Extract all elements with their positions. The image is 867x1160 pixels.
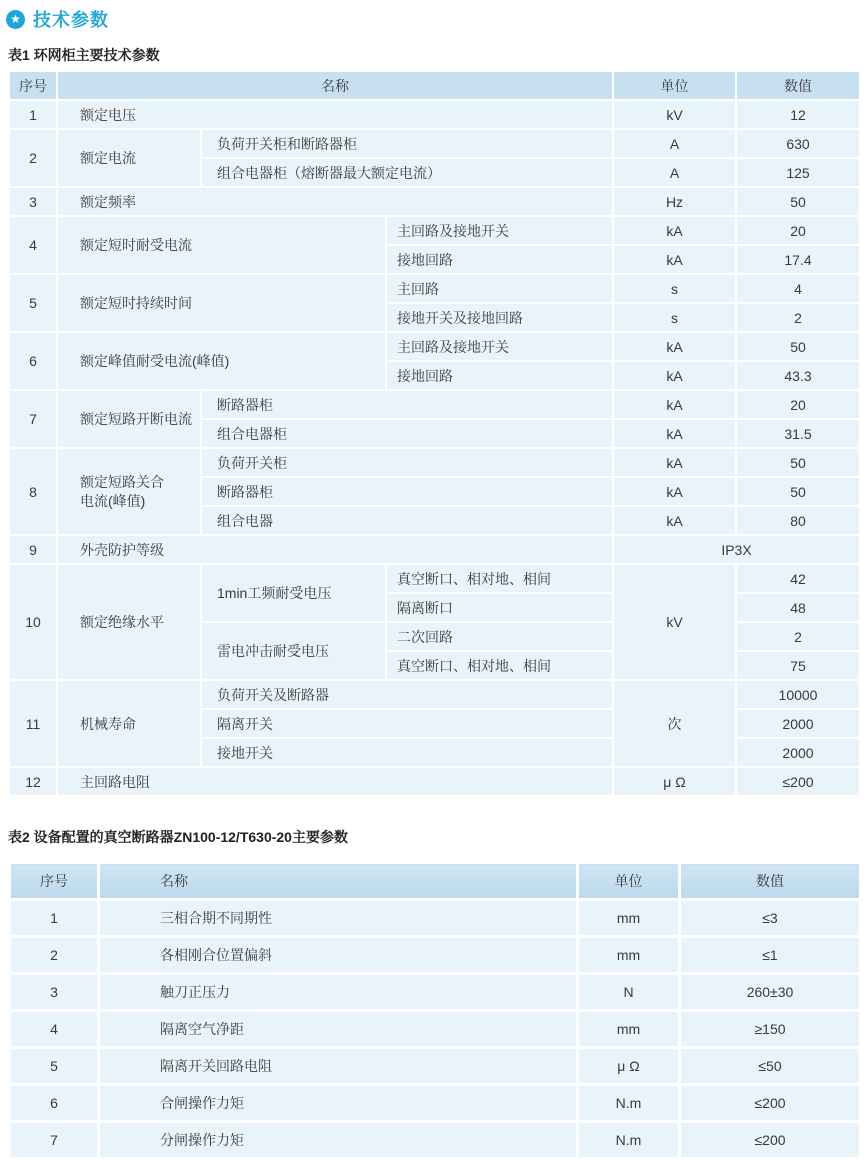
table-row — [10, 1085, 861, 1122]
param-unit: A — [613, 158, 736, 187]
param-value: 12 — [736, 100, 860, 129]
param-unit: kA — [613, 506, 736, 535]
col-header-no: 序号 — [9, 71, 57, 100]
param-unit: mm — [578, 1011, 680, 1048]
row-no: 2 — [10, 937, 99, 974]
table-row — [9, 274, 860, 303]
param-name: 隔离开关回路电阻 — [99, 1048, 578, 1085]
param-value: 4 — [736, 274, 860, 303]
row-no: 4 — [10, 1011, 99, 1048]
table1-header-row — [9, 71, 860, 100]
param-value: 50 — [736, 187, 860, 216]
param-condition: 接地回路 — [386, 361, 613, 390]
row-no: 6 — [10, 1085, 99, 1122]
param-subname: 负荷开关柜 — [201, 448, 613, 477]
param-unit: A — [613, 129, 736, 158]
param-value: 260±30 — [680, 974, 861, 1011]
row-no: 1 — [10, 900, 99, 937]
table-row — [9, 680, 860, 709]
param-value: 50 — [736, 332, 860, 361]
param-unit: N.m — [578, 1085, 680, 1122]
param-name: 合闸操作力矩 — [99, 1085, 578, 1122]
param-name: 主回路电阻 — [57, 767, 613, 796]
table1-caption: 表1 环网柜主要技术参数 — [8, 47, 160, 63]
param-value: 17.4 — [736, 245, 860, 274]
param-value: 2 — [736, 622, 860, 651]
row-no: 6 — [9, 332, 57, 390]
col-header-name: 名称 — [57, 71, 613, 100]
param-subname: 负荷开关柜和断路器柜 — [201, 129, 613, 158]
table-row — [9, 100, 860, 129]
param-subname: 组合电器柜（熔断器最大额定电流） — [201, 158, 613, 187]
param-unit: mm — [578, 900, 680, 937]
col-header-no: 序号 — [10, 863, 99, 900]
param-name: 额定峰值耐受电流(峰值) — [57, 332, 386, 390]
row-no: 10 — [9, 564, 57, 680]
param-unit: kA — [613, 419, 736, 448]
param-name: 外壳防护等级 — [57, 535, 613, 564]
param-value: ≥150 — [680, 1011, 861, 1048]
param-value: 20 — [736, 390, 860, 419]
param-name: 额定绝缘水平 — [57, 564, 201, 680]
param-name: 触刀正压力 — [99, 974, 578, 1011]
param-value: 2000 — [736, 709, 860, 738]
param-unit: kA — [613, 448, 736, 477]
param-unit: kA — [613, 332, 736, 361]
param-unit: s — [613, 274, 736, 303]
param-condition: 接地开关及接地回路 — [386, 303, 613, 332]
param-unit: kV — [613, 564, 736, 680]
param-name: 额定短时耐受电流 — [57, 216, 386, 274]
param-subname: 隔离开关 — [201, 709, 613, 738]
table2-header-row — [10, 863, 861, 900]
param-value: ≤3 — [680, 900, 861, 937]
col-header-name: 名称 — [99, 863, 578, 900]
param-value: 43.3 — [736, 361, 860, 390]
param-condition: 真空断口、相对地、相间 — [386, 651, 613, 680]
section-header — [6, 6, 867, 32]
param-name: 分闸操作力矩 — [99, 1122, 578, 1159]
table-row — [9, 187, 860, 216]
param-unit: kV — [613, 100, 736, 129]
param-unit: kA — [613, 477, 736, 506]
col-header-value: 数值 — [736, 71, 860, 100]
col-header-unit: 单位 — [613, 71, 736, 100]
table-row — [9, 216, 860, 245]
param-subname: 负荷开关及断路器 — [201, 680, 613, 709]
table-row — [10, 937, 861, 974]
table2-caption: 表2 设备配置的真空断路器ZN100-12/T630-20主要参数 — [8, 829, 348, 845]
col-header-value: 数值 — [680, 863, 861, 900]
param-value: 2 — [736, 303, 860, 332]
row-no: 1 — [9, 100, 57, 129]
param-name: 额定短路关合电流(峰值) — [57, 448, 201, 535]
param-value: 50 — [736, 448, 860, 477]
param-value: 2000 — [736, 738, 860, 767]
param-condition: 主回路及接地开关 — [386, 216, 613, 245]
param-condition: 接地回路 — [386, 245, 613, 274]
param-name: 隔离空气净距 — [99, 1011, 578, 1048]
table-row — [10, 1011, 861, 1048]
row-no: 2 — [9, 129, 57, 187]
param-unit: 次 — [613, 680, 736, 767]
param-value: 10000 — [736, 680, 860, 709]
param-subname: 接地开关 — [201, 738, 613, 767]
table-row — [9, 129, 860, 158]
param-value: ≤50 — [680, 1048, 861, 1085]
star-icon — [6, 10, 25, 29]
param-unit: kA — [613, 216, 736, 245]
param-value: 80 — [736, 506, 860, 535]
param-value: IP3X — [613, 535, 860, 564]
param-name: 额定短路开断电流 — [57, 390, 201, 448]
row-no: 7 — [10, 1122, 99, 1159]
param-value: 125 — [736, 158, 860, 187]
row-no: 5 — [10, 1048, 99, 1085]
param-value: 48 — [736, 593, 860, 622]
param-subname: 组合电器柜 — [201, 419, 613, 448]
row-no: 5 — [9, 274, 57, 332]
table-row — [9, 332, 860, 361]
param-condition: 真空断口、相对地、相间 — [386, 564, 613, 593]
table-row — [10, 1048, 861, 1085]
param-value: ≤200 — [680, 1085, 861, 1122]
param-condition: 二次回路 — [386, 622, 613, 651]
param-subname: 断路器柜 — [201, 477, 613, 506]
param-value: 75 — [736, 651, 860, 680]
param-value: 50 — [736, 477, 860, 506]
table1-ring-main-unit-parameters — [8, 70, 861, 797]
param-name: 额定短时持续时间 — [57, 274, 386, 332]
param-subname: 1min工频耐受电压 — [201, 564, 386, 622]
param-value: 20 — [736, 216, 860, 245]
param-unit: N.m — [578, 1122, 680, 1159]
param-subname: 雷电冲击耐受电压 — [201, 622, 386, 680]
table-row — [9, 767, 860, 796]
param-condition: 主回路 — [386, 274, 613, 303]
param-value: 630 — [736, 129, 860, 158]
row-no: 8 — [9, 448, 57, 535]
param-unit: μ Ω — [578, 1048, 680, 1085]
param-unit: Hz — [613, 187, 736, 216]
param-unit: N — [578, 974, 680, 1011]
param-value: ≤200 — [736, 767, 860, 796]
table-row — [9, 390, 860, 419]
param-condition: 隔离断口 — [386, 593, 613, 622]
table-row — [9, 448, 860, 477]
table-row — [10, 974, 861, 1011]
table-row — [10, 1122, 861, 1159]
param-value: 31.5 — [736, 419, 860, 448]
row-no: 7 — [9, 390, 57, 448]
param-unit: kA — [613, 390, 736, 419]
row-no: 9 — [9, 535, 57, 564]
param-condition: 主回路及接地开关 — [386, 332, 613, 361]
param-name: 各相刚合位置偏斜 — [99, 937, 578, 974]
table2-breaker-parameters — [8, 861, 862, 1160]
row-no: 3 — [10, 974, 99, 1011]
row-no: 4 — [9, 216, 57, 274]
param-value: 42 — [736, 564, 860, 593]
table-row — [9, 564, 860, 593]
row-no: 3 — [9, 187, 57, 216]
page-title: 技术参数 — [33, 10, 109, 30]
param-unit: kA — [613, 245, 736, 274]
param-unit: mm — [578, 937, 680, 974]
param-name: 三相合期不同期性 — [99, 900, 578, 937]
param-unit: s — [613, 303, 736, 332]
param-name: 机械寿命 — [57, 680, 201, 767]
param-value: ≤1 — [680, 937, 861, 974]
param-subname: 组合电器 — [201, 506, 613, 535]
table-row — [9, 535, 860, 564]
param-name: 额定频率 — [57, 187, 613, 216]
row-no: 11 — [9, 680, 57, 767]
param-value: ≤200 — [680, 1122, 861, 1159]
param-unit: μ Ω — [613, 767, 736, 796]
col-header-unit: 单位 — [578, 863, 680, 900]
param-name: 额定电流 — [57, 129, 201, 187]
param-subname: 断路器柜 — [201, 390, 613, 419]
table-row — [10, 900, 861, 937]
param-name: 额定电压 — [57, 100, 613, 129]
row-no: 12 — [9, 767, 57, 796]
star-glyph: ★ — [10, 12, 21, 26]
param-unit: kA — [613, 361, 736, 390]
